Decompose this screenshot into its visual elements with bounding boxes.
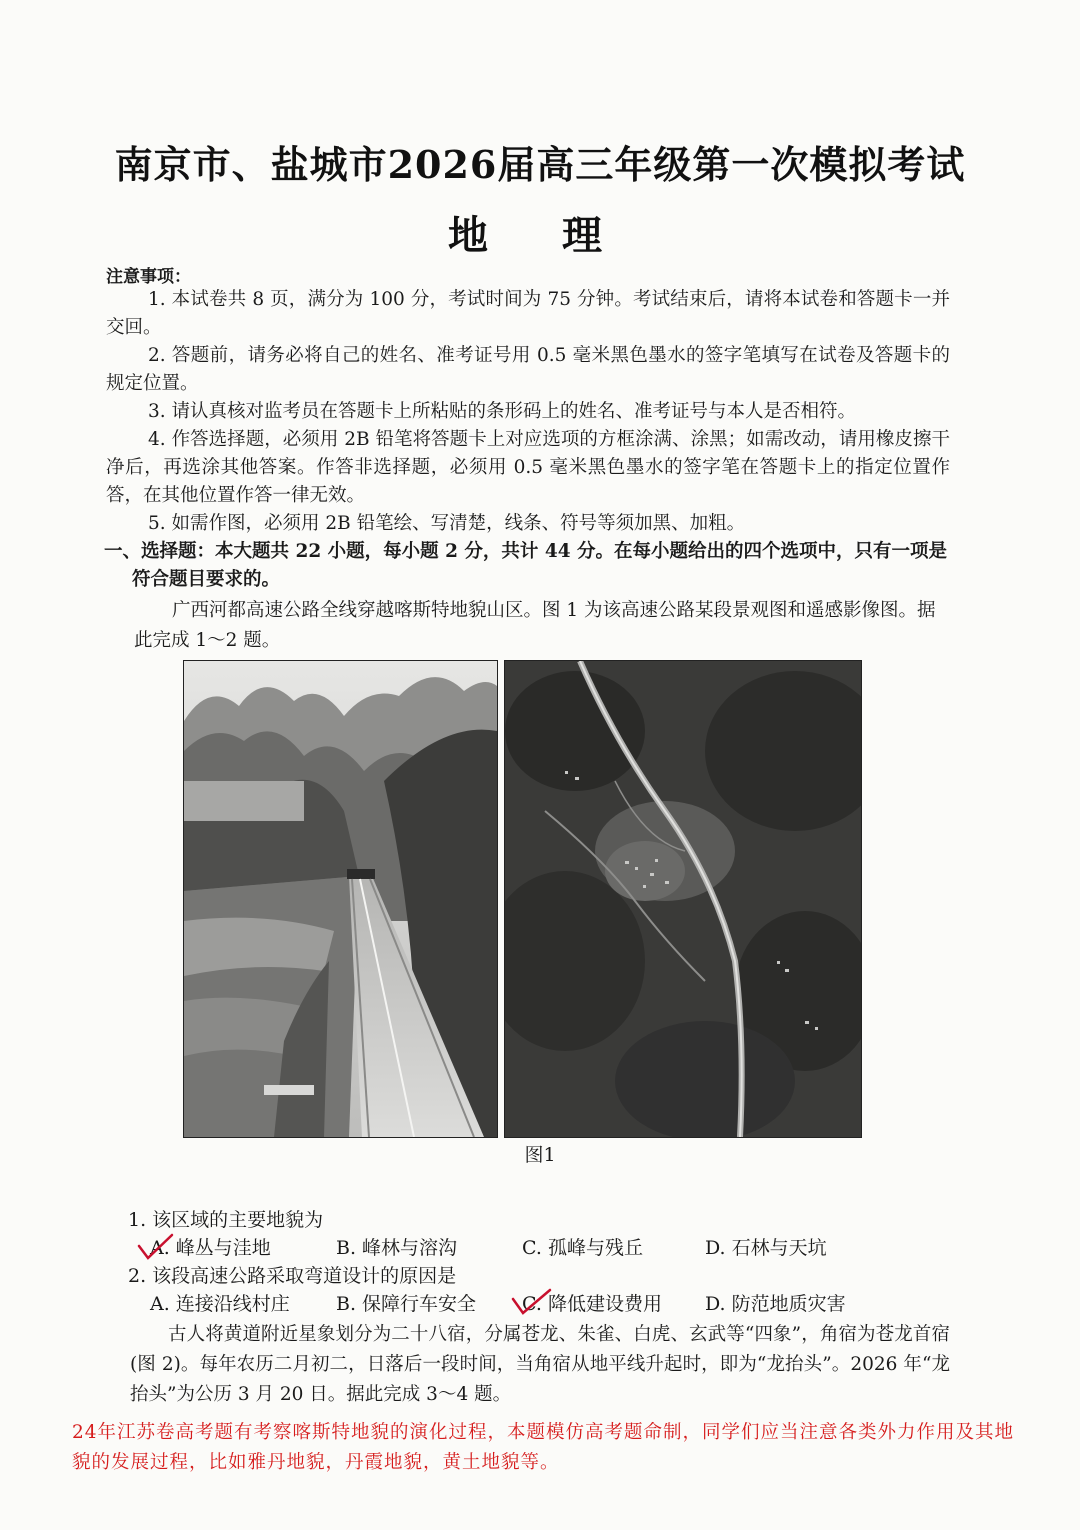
section-heading [104, 538, 954, 594]
subject-title: 地 理 [448, 212, 632, 259]
question-1-option-c: C. 孤峰与残丘 [522, 1237, 643, 1259]
question-2-option-a: A. 连接沿线村庄 [150, 1293, 290, 1315]
remote-sensing-image [504, 660, 862, 1138]
intro-paragraph-2: 古人将黄道附近星象划分为二十八宿，分属苍龙、朱雀、白虎、玄武等“四象”，角宿为苍龙首宿(图 2)。每年农历二月初二，日落后一段时间，当角宿从地平线升起时，即为“龙抬头”。2026 年“龙抬头”为公历 3 月 20 日。据此完成 3～4 题。 [130, 1324, 950, 1405]
figure-caption: 图1 [524, 1144, 556, 1166]
exam-title: 南京市、盐城市2026届高三年级第一次模拟考试 [114, 142, 966, 187]
question-2-option-c: C. 降低建设费用 [522, 1293, 662, 1315]
notice-item-2: 2. 答题前，请务必将自己的姓名、准考证号用 0.5 毫米黑色墨水的签字笔填写在试卷及答题卡的规定位置。 [106, 345, 950, 394]
section-heading-line2: 符合题目要求的。 [132, 569, 281, 590]
notice-item-4: 4. 作答选择题，必须用 2B 铅笔将答题卡上对应选项的方框涂满、涂黑；如需改动，请用橡皮擦干净后，再选涂其他答案。作答非选择题，必须用 0.5 毫米黑色墨水的签字笔在答题卡上的指定位置作答，在其他位置作答一律无效。 [106, 429, 950, 506]
question-1-option-b: B. 峰林与溶沟 [336, 1237, 458, 1259]
teacher-note: 24年江苏卷高考题有考察喀斯特地貌的演化过程，本题模仿高考题命制，同学们应当注意各类外力作用及其地貌的发展过程，比如雅丹地貌，丹霞地貌，黄土地貌等。 [72, 1422, 1015, 1473]
question-1-stem: 1. 该区域的主要地貌为 [128, 1209, 324, 1231]
intro-paragraph-1: 广西河都高速公路全线穿越喀斯特地貌山区。图 1 为该高速公路某段景观图和遥感影像图。据此完成 1～2 题。 [134, 600, 936, 651]
check-mark-icon [510, 1287, 554, 1317]
question-2-stem: 2. 该段高速公路采取弯道设计的原因是 [128, 1265, 457, 1287]
landscape-photo [183, 660, 498, 1138]
check-mark-icon [136, 1232, 176, 1262]
notice-item-3: 3. 请认真核对监考员在答题卡上所粘贴的条形码上的姓名、准考证号与本人是否相符。 [148, 401, 857, 422]
question-1-option-d: D. 石林与天坑 [705, 1237, 827, 1259]
notice-item-1: 1. 本试卷共 8 页，满分为 100 分，考试时间为 75 分钟。考试结束后，请将本试卷和答题卡一并交回。 [106, 289, 950, 338]
question-1-option-a: A. 峰丛与洼地 [150, 1237, 271, 1259]
section-heading-line1: 一、选择题：本大题共 22 小题，每小题 2 分，共计 44 分。在每小题给出的四个选项中，只有一项是 [104, 541, 948, 562]
question-2-option-b: B. 保障行车安全 [336, 1293, 477, 1315]
notice-item-5: 5. 如需作图，必须用 2B 铅笔绘、写清楚，线条、符号等须加黑、加粗。 [148, 513, 746, 534]
question-2-option-d: D. 防范地质灾害 [705, 1293, 846, 1315]
notice-heading: 注意事项： [106, 267, 191, 287]
